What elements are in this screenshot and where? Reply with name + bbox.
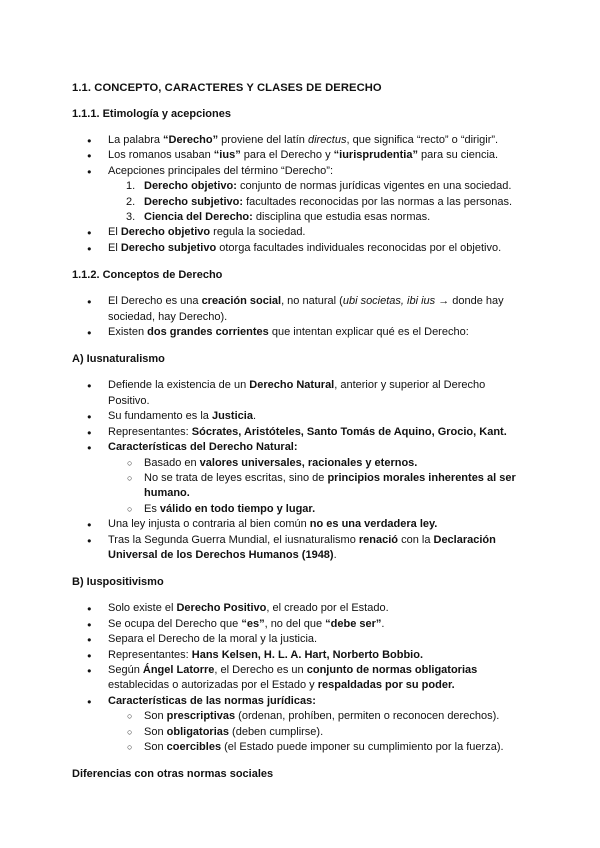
section-heading-iusnaturalismo: A) Iusnaturalismo [72, 353, 165, 366]
list-item: 1. Derecho objetivo: conjunto de normas jurídicas vigentes en una sociedad. [126, 180, 512, 193]
caracteristicas-normas-list [108, 709, 528, 755]
list-item: ● Los romanos usaban “ius” para el Derecho y “iurisprudentia” para su ciencia. [72, 148, 528, 163]
iusnaturalismo-list [72, 378, 528, 563]
document-title: 1.1. CONCEPTO, CARACTERES Y CLASES DE DERECHO [72, 82, 382, 94]
etimologia-list [72, 133, 528, 256]
list-item: ● Una ley injusta o contraria al bien común no es una verdadera ley. [72, 517, 528, 532]
list-item: ○ Son prescriptivas (ordenan, prohíben, permiten o reconocen derechos). [108, 709, 528, 724]
caracteristicas-natural-list [108, 456, 528, 518]
section-heading-iuspositivismo: B) Iuspositivismo [72, 576, 164, 589]
list-item: ● Acepciones principales del término “Derecho”: 1. Derecho objetivo: conjunto de normas jurídicas vigentes en una sociedad. 2. Derecho subjetivo: facultades reconocidas por las normas a las personas. 3. Ciencia del Derecho: disciplina que estudia esas normas. [72, 164, 528, 226]
list-item: ○ No se trata de leyes escritas, sino de principios morales inherentes al ser humano. [108, 471, 528, 502]
list-item: ● Separa el Derecho de la moral y la justicia. [72, 632, 528, 647]
section-heading-diferencias: Diferencias con otras normas sociales [72, 768, 274, 781]
section-heading-conceptos: 1.1.2. Conceptos de Derecho [72, 269, 223, 282]
acepciones-list [108, 179, 528, 225]
section-heading-etimologia: 1.1.1. Etimología y acepciones [72, 108, 231, 120]
list-item: ● Características de las normas jurídicas: ○ Son prescriptivas (ordenan, prohíben, permiten o reconocen derechos). ○ Son obligatorias (deben cumplirse). ○ Son coercibles (el Estado puede imponer su cumplimiento por la fuerza). [72, 694, 528, 756]
list-item: ○ Es válido en todo tiempo y lugar. [108, 502, 528, 517]
list-item: ● La palabra “Derecho” proviene del latín directus, que significa “recto” o “dirigir”. [72, 133, 528, 148]
list-item: ● Representantes: Sócrates, Aristóteles, Santo Tomás de Aquino, Grocio, Kant. [72, 425, 528, 440]
list-item: 3. Ciencia del Derecho: disciplina que estudia esas normas. [126, 211, 431, 224]
list-item: ● Características del Derecho Natural: ○ Basado en valores universales, racionales y eternos. ○ No se trata de leyes escritas, sino de principios morales inherentes al ser humano. ○ Es válido en todo tiempo y lugar. [72, 440, 528, 517]
document-page [72, 82, 528, 793]
conceptos-list [72, 294, 528, 340]
list-item: ● El Derecho objetivo regula la sociedad. [72, 225, 528, 240]
list-item: ● Solo existe el Derecho Positivo, el creado por el Estado. [72, 601, 528, 616]
list-item: 2. Derecho subjetivo: facultades reconocidas por las normas a las personas. [126, 195, 513, 208]
list-item: ● Representantes: Hans Kelsen, H. L. A. Hart, Norberto Bobbio. [72, 648, 528, 663]
list-item: ○ Son obligatorias (deben cumplirse). [108, 725, 528, 740]
list-item: ● El Derecho es una creación social, no natural (ubi societas, ibi ius → donde hay sociedad, hay Derecho). [72, 294, 528, 325]
list-item: ○ Basado en valores universales, racionales y eternos. [108, 456, 528, 471]
list-item: ● Existen dos grandes corrientes que intentan explicar qué es el Derecho: [72, 325, 528, 340]
list-item: ● Según Ángel Latorre, el Derecho es un conjunto de normas obligatorias establecidas o autorizadas por el Estado y respaldadas por su poder. [72, 663, 528, 694]
list-item: ○ Son coercibles (el Estado puede imponer su cumplimiento por la fuerza). [108, 740, 528, 755]
list-item: ● Su fundamento es la Justicia. [72, 409, 528, 424]
list-item: ● Tras la Segunda Guerra Mundial, el iusnaturalismo renació con la Declaración Universal de los Derechos Humanos (1948). [72, 533, 528, 564]
iuspositivismo-list [72, 601, 528, 755]
list-item: ● Se ocupa del Derecho que “es”, no del que “debe ser”. [72, 617, 528, 632]
list-item: ● El Derecho subjetivo otorga facultades individuales reconocidas por el objetivo. [72, 241, 528, 256]
list-item: ● Defiende la existencia de un Derecho Natural, anterior y superior al Derecho Positivo. [72, 378, 528, 409]
